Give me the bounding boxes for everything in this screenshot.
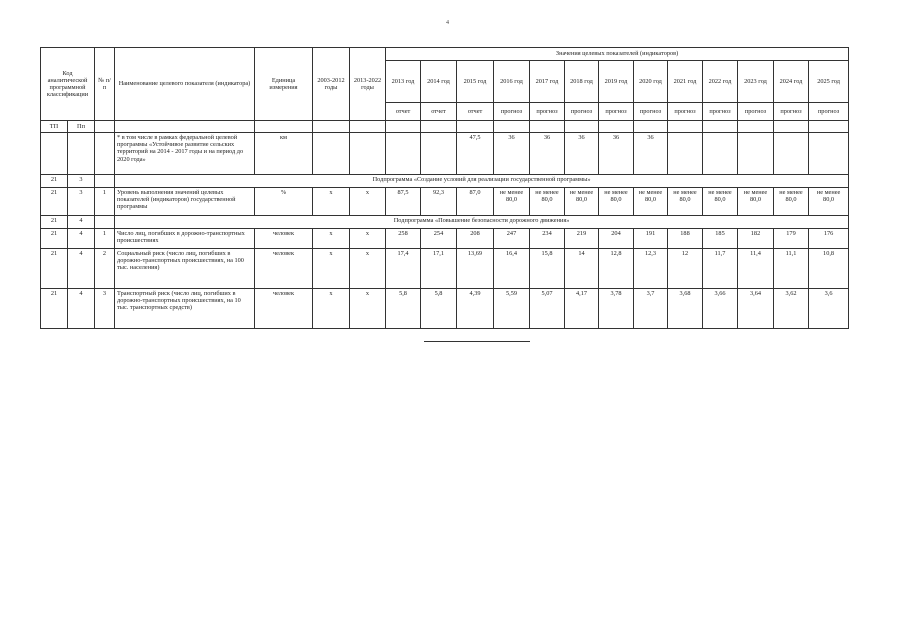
cell-value: 3,64: [738, 289, 774, 329]
cell-value: [421, 133, 457, 175]
cell-value: не менее 80,0: [494, 188, 530, 216]
header-year: 2015 год: [457, 61, 494, 103]
header-year: 2013 год: [386, 61, 421, 103]
cell-value: 16,4: [494, 249, 530, 289]
indicators-table: [40, 47, 849, 329]
cell-value: 3,7: [634, 289, 668, 329]
page-number: 4: [446, 20, 449, 26]
cell-period-2: [350, 133, 386, 175]
cell-value: 15,8: [530, 249, 565, 289]
cell-num: [95, 175, 115, 188]
header-period-1: 2003-2012 годы: [313, 48, 350, 121]
cell-value: не менее 80,0: [599, 188, 634, 216]
cell-num: 2: [95, 249, 115, 289]
cell-value: не менее 80,0: [530, 188, 565, 216]
header-status: отчет: [386, 103, 421, 121]
cell-value: 258: [386, 229, 421, 249]
cell-num: 1: [95, 188, 115, 216]
table-row: [41, 229, 849, 249]
header-status: прогноз: [494, 103, 530, 121]
cell-value: 36: [494, 133, 530, 175]
cell-value: 5,8: [386, 289, 421, 329]
cell-value: [738, 133, 774, 175]
cell-period-1: х: [313, 229, 350, 249]
cell-value: 3,62: [774, 289, 809, 329]
cell-indicator-name: Число лиц, погибших в дорожно-транспортных происшествиях: [115, 229, 255, 249]
cell-value: 11,4: [738, 249, 774, 289]
header-code: Код аналитической программной классификации: [41, 48, 95, 121]
cell-num: 3: [95, 289, 115, 329]
cell-value: 87,0: [457, 188, 494, 216]
cell-value: 12,3: [634, 249, 668, 289]
cell-value: [668, 133, 703, 175]
cell-value: 247: [494, 229, 530, 249]
cell-value: 254: [421, 229, 457, 249]
cell-period-1: х: [313, 249, 350, 289]
header-status: прогноз: [703, 103, 738, 121]
cell-value: 5,8: [421, 289, 457, 329]
cell-value: [774, 133, 809, 175]
cell-pp: 4: [68, 249, 95, 289]
cell-indicator-name: Уровень выполнения значений целевых показателей (индикаторов) государственной программы: [115, 188, 255, 216]
cell-tp: 21: [41, 229, 68, 249]
cell-unit: человек: [255, 289, 313, 329]
subprogram-title: Подпрограмма «Повышение безопасности дорожного движения»: [115, 216, 849, 229]
cell-period-2: х: [350, 249, 386, 289]
cell-pp: 4: [68, 216, 95, 229]
table-row: [41, 188, 849, 216]
cell-value: 5,07: [530, 289, 565, 329]
cell-value: [809, 133, 849, 175]
cell-pp: 3: [68, 188, 95, 216]
cell-value: 191: [634, 229, 668, 249]
cell-value: 188: [668, 229, 703, 249]
subprogram-row: [41, 216, 849, 229]
header-year: 2024 год: [774, 61, 809, 103]
cell-value: 13,69: [457, 249, 494, 289]
cell-value: 4,39: [457, 289, 494, 329]
header-pp: Пп: [68, 121, 95, 133]
cell-pp: [68, 133, 95, 175]
header-year: 2019 год: [599, 61, 634, 103]
footer-rule: [424, 341, 530, 342]
cell-value: [386, 133, 421, 175]
header-year: 2018 год: [565, 61, 599, 103]
cell-value: не менее 80,0: [809, 188, 849, 216]
header-year: 2021 год: [668, 61, 703, 103]
header-status: прогноз: [668, 103, 703, 121]
cell-value: [703, 133, 738, 175]
header-status: прогноз: [599, 103, 634, 121]
header-period-2: 2013-2022 годы: [350, 48, 386, 121]
header-year: 2020 год: [634, 61, 668, 103]
cell-value: 234: [530, 229, 565, 249]
cell-indicator-name: * в том числе в рамках федеральной целевой программы «Устойчивое развитие сельских территорий на 2014 - 2017 годы и на период до 2020 года»: [115, 133, 255, 175]
cell-value: 3,78: [599, 289, 634, 329]
cell-tp: 21: [41, 188, 68, 216]
cell-tp: [41, 133, 68, 175]
cell-unit: человек: [255, 249, 313, 289]
cell-unit: человек: [255, 229, 313, 249]
cell-value: 208: [457, 229, 494, 249]
cell-value: 5,59: [494, 289, 530, 329]
cell-value: не менее 80,0: [703, 188, 738, 216]
cell-value: 36: [565, 133, 599, 175]
cell-value: 3,68: [668, 289, 703, 329]
cell-value: не менее 80,0: [774, 188, 809, 216]
cell-value: 179: [774, 229, 809, 249]
cell-value: 17,4: [386, 249, 421, 289]
cell-period-1: [313, 133, 350, 175]
header-year: 2023 год: [738, 61, 774, 103]
cell-unit: %: [255, 188, 313, 216]
header-year: 2022 год: [703, 61, 738, 103]
cell-value: 10,8: [809, 249, 849, 289]
cell-period-1: х: [313, 289, 350, 329]
cell-value: не менее 80,0: [668, 188, 703, 216]
subprogram-row: [41, 175, 849, 188]
header-name: Наименование целевого показателя (индикатора): [115, 48, 255, 121]
cell-indicator-name: Социальный риск (число лиц, погибших в дорожно-транспортных происшествиях, на 100 тыс. населения): [115, 249, 255, 289]
header-year: 2014 год: [421, 61, 457, 103]
cell-tp: 21: [41, 249, 68, 289]
cell-value: 12,8: [599, 249, 634, 289]
cell-value: не менее 80,0: [634, 188, 668, 216]
cell-tp: 21: [41, 175, 68, 188]
header-status: прогноз: [738, 103, 774, 121]
header-status: прогноз: [774, 103, 809, 121]
cell-value: 4,17: [565, 289, 599, 329]
header-status: прогноз: [634, 103, 668, 121]
table-row: [41, 133, 849, 175]
cell-value: 3,66: [703, 289, 738, 329]
header-status: прогноз: [809, 103, 849, 121]
header-status: отчет: [457, 103, 494, 121]
cell-unit: км: [255, 133, 313, 175]
header-status: отчет: [421, 103, 457, 121]
cell-period-2: х: [350, 289, 386, 329]
header-num: № п/п: [95, 48, 115, 121]
cell-value: 219: [565, 229, 599, 249]
cell-period-2: х: [350, 188, 386, 216]
cell-indicator-name: Транспортный риск (число лиц, погибших в дорожно-транспортных происшествиях, на 10 тыс. транспортных средств): [115, 289, 255, 329]
cell-value: 11,7: [703, 249, 738, 289]
cell-pp: 3: [68, 175, 95, 188]
table-row: [41, 289, 849, 329]
cell-value: 47,5: [457, 133, 494, 175]
cell-value: 87,5: [386, 188, 421, 216]
cell-value: не менее 80,0: [565, 188, 599, 216]
header-unit: Единица измерения: [255, 48, 313, 121]
cell-value: 3,6: [809, 289, 849, 329]
cell-value: 204: [599, 229, 634, 249]
cell-value: 182: [738, 229, 774, 249]
header-tp: ТП: [41, 121, 68, 133]
cell-num: [95, 133, 115, 175]
cell-pp: 4: [68, 229, 95, 249]
cell-value: 12: [668, 249, 703, 289]
cell-value: не менее 80,0: [738, 188, 774, 216]
header-status: прогноз: [530, 103, 565, 121]
header-year: 2025 год: [809, 61, 849, 103]
cell-pp: 4: [68, 289, 95, 329]
cell-value: 176: [809, 229, 849, 249]
cell-num: [95, 216, 115, 229]
table-row: [41, 249, 849, 289]
header-year: 2017 год: [530, 61, 565, 103]
cell-value: 185: [703, 229, 738, 249]
header-status: прогноз: [565, 103, 599, 121]
header-year: 2016 год: [494, 61, 530, 103]
cell-value: 11,1: [774, 249, 809, 289]
cell-num: 1: [95, 229, 115, 249]
cell-value: 17,1: [421, 249, 457, 289]
header-values-title: Значения целевых показателей (индикаторов): [386, 48, 849, 61]
cell-value: 14: [565, 249, 599, 289]
cell-value: 36: [599, 133, 634, 175]
cell-period-2: х: [350, 229, 386, 249]
cell-tp: 21: [41, 289, 68, 329]
cell-period-1: х: [313, 188, 350, 216]
cell-value: 36: [530, 133, 565, 175]
subprogram-title: Подпрограмма «Создание условий для реализации государственной программы»: [115, 175, 849, 188]
cell-tp: 21: [41, 216, 68, 229]
cell-value: 36: [634, 133, 668, 175]
cell-value: 92,3: [421, 188, 457, 216]
